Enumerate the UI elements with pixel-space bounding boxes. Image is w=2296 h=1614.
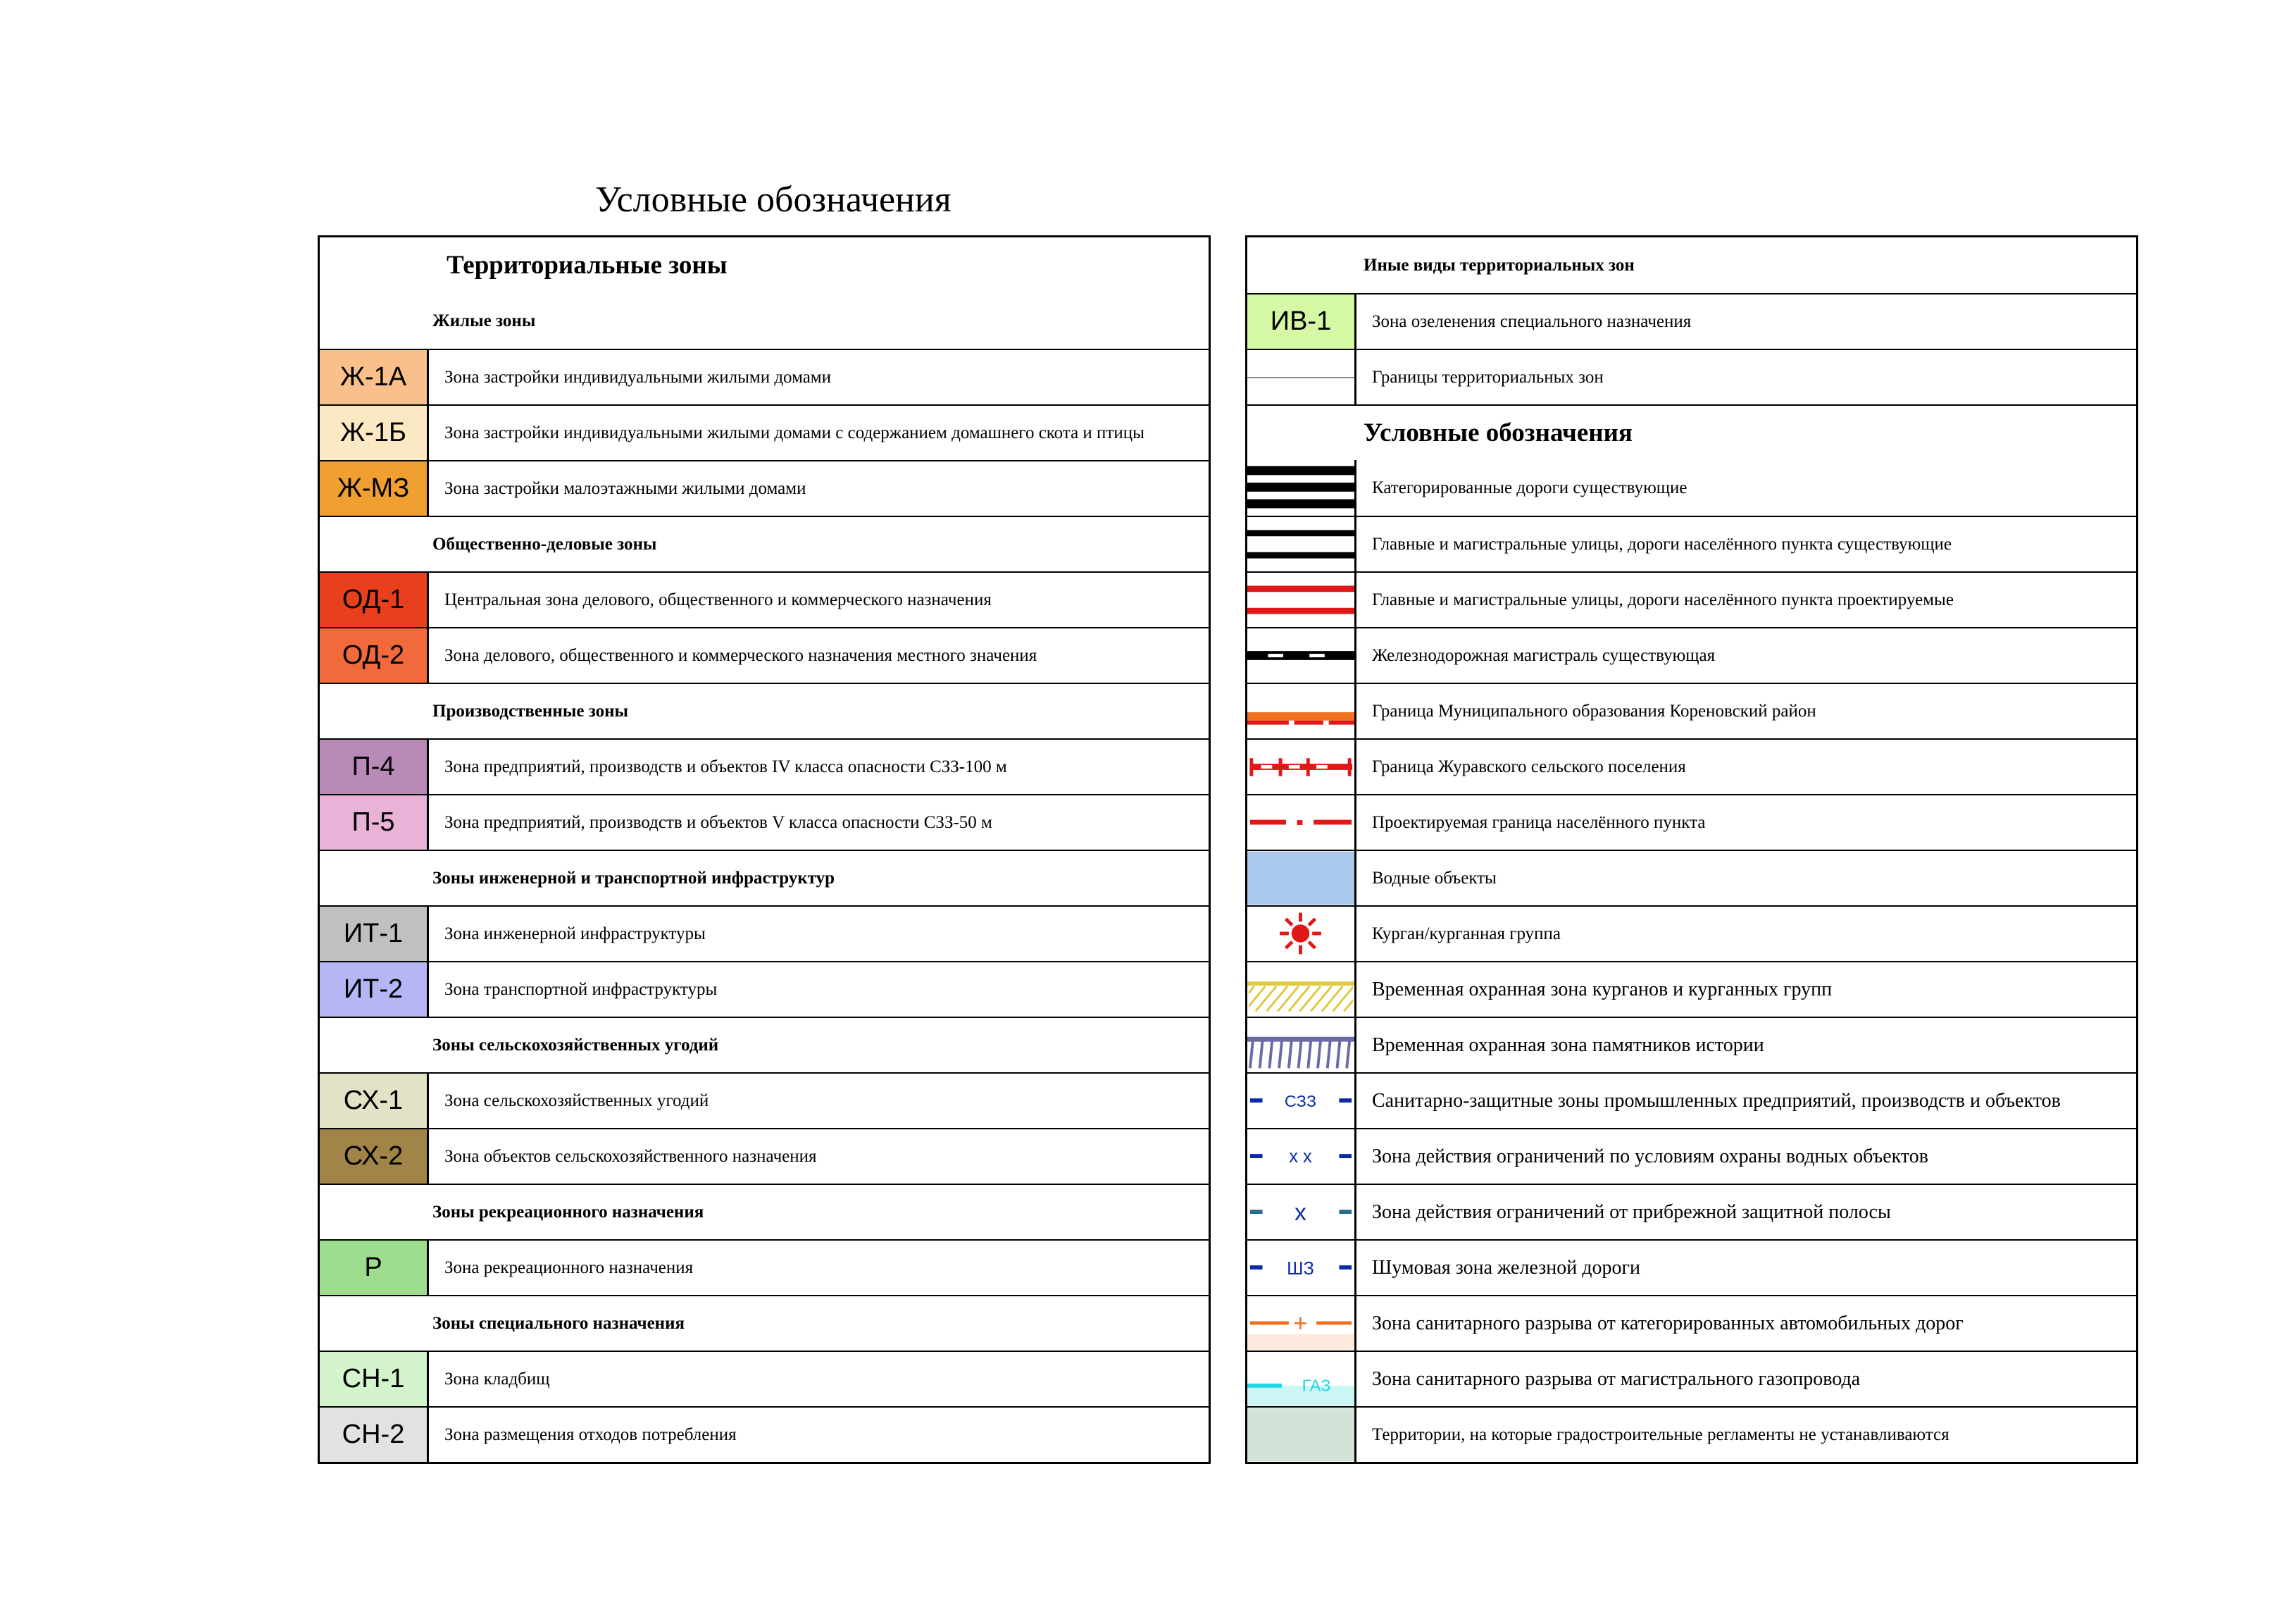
zone-swatch (320, 573, 429, 627)
zone-code: ИТ-2 (343, 974, 404, 1004)
kurgan-protection-icon (1247, 962, 1356, 1017)
szz-icon (1247, 1074, 1356, 1128)
zone-code: Р (364, 1253, 382, 1282)
zone-group-header: Производственные зоны (432, 701, 629, 721)
szz-label: СЗЗ (1284, 1091, 1317, 1110)
zone-group-header: Жилые зоны (432, 311, 536, 330)
symbols-header-row (1247, 404, 2136, 460)
table-header-row (320, 237, 1209, 293)
water-icon (1247, 851, 1356, 905)
railway-icon (1247, 628, 1356, 683)
settlement-boundary-icon (1247, 740, 1356, 794)
zone-row (320, 1072, 1209, 1128)
zone-row (320, 571, 1209, 627)
zone-swatch (320, 907, 429, 961)
symbol-description: Зона санитарного разрыва от магистрального газопровода (1372, 1367, 1861, 1390)
symbol-description: Курган/курганная группа (1372, 924, 1561, 943)
zone-code: Ж-1А (339, 362, 407, 392)
zone-row (320, 1239, 1209, 1295)
svg-text:х х: х х (1289, 1146, 1312, 1167)
zone-description: Зона делового, общественного и коммерческого назначения местного значения (444, 645, 1037, 665)
zone-group-row (320, 516, 1209, 571)
zone-code: ОД-1 (342, 585, 405, 614)
zone-code: П-4 (351, 752, 395, 781)
municipal-boundary-icon (1247, 684, 1356, 738)
zone-swatch (320, 1241, 429, 1295)
zone-swatch (320, 1074, 429, 1128)
territorial-zones-table (318, 235, 1211, 1464)
gas-sanitary-icon (1247, 1352, 1356, 1406)
symbol-row (1247, 627, 2136, 683)
symbol-row (1247, 571, 2136, 627)
zone-description: Зона предприятий, производств и объектов V класса опасности СЗЗ-50 м (444, 812, 992, 832)
zone-group-header: Зоны специального назначения (432, 1313, 685, 1333)
zone-swatch (320, 461, 429, 516)
symbol-description: Временная охранная зона курганов и курганных групп (1372, 978, 1833, 1000)
zone-swatch (320, 628, 429, 683)
svg-text:ГАЗ: ГАЗ (1302, 1376, 1331, 1395)
boundary-line-icon (1247, 350, 1356, 404)
zone-group-row (320, 683, 1209, 738)
symbol-row (1247, 1128, 2136, 1184)
zone-code: ОД-2 (342, 640, 405, 670)
road-sanitary-icon (1247, 1296, 1356, 1351)
table-header-row (1247, 237, 2136, 293)
zone-row-iv1 (1247, 293, 2136, 349)
zone-code: ИТ-1 (343, 919, 404, 948)
noise-zone-icon (1247, 1241, 1356, 1295)
boundary-row (1247, 349, 2136, 404)
symbol-description: Категорированные дороги существующие (1372, 478, 1687, 497)
zone-group-row (320, 1295, 1209, 1351)
symbol-row (1247, 1295, 2136, 1351)
projected-boundary-icon (1247, 795, 1356, 850)
zone-group-header: Зоны сельскохозяйственных угодий (432, 1035, 719, 1055)
svg-text:+: + (1293, 1309, 1308, 1337)
monument-protection-icon (1247, 1018, 1356, 1072)
zone-code: ИВ-1 (1270, 306, 1332, 336)
symbol-description: Железнодорожная магистраль существующая (1372, 645, 1716, 665)
zone-row (320, 1406, 1209, 1462)
symbols-header: Условные обозначения (1364, 418, 1633, 447)
symbol-row (1247, 1017, 2136, 1072)
zone-group-row (320, 1017, 1209, 1072)
zone-row (320, 627, 1209, 683)
zone-code: СН-2 (342, 1420, 405, 1449)
symbol-row (1247, 1351, 2136, 1406)
zone-row (320, 1128, 1209, 1184)
zone-row (320, 738, 1209, 794)
symbol-row (1247, 1184, 2136, 1239)
zone-swatch (320, 740, 429, 794)
svg-text:ШЗ: ШЗ (1287, 1258, 1314, 1279)
zone-swatch (320, 962, 429, 1017)
symbol-description: Проектируемая граница населённого пункта (1372, 812, 1706, 832)
zone-description: Зона транспортной инфраструктуры (444, 979, 718, 999)
symbol-row (1247, 683, 2136, 738)
symbol-row (1247, 1239, 2136, 1295)
zone-swatch (320, 1352, 429, 1406)
coastal-strip-icon (1247, 1185, 1356, 1239)
zone-description: Зона рекреационного назначения (444, 1258, 694, 1277)
zone-group-row (320, 850, 1209, 905)
zone-code: Ж-МЗ (337, 473, 410, 503)
road-categorized-icon (1247, 460, 1356, 516)
zone-swatch (320, 350, 429, 404)
zone-code: Ж-1Б (340, 418, 406, 447)
zone-group-header: Общественно-деловые зоны (432, 534, 657, 554)
zone-row (320, 1351, 1209, 1406)
zone-group-header: Зоны инженерной и транспортной инфраструктур (432, 868, 835, 888)
zone-description: Зона застройки индивидуальными жилыми домами с содержанием домашнего скота и птицы (444, 423, 1144, 442)
main-streets-existing-icon (1247, 517, 1356, 571)
symbol-row (1247, 1072, 2136, 1128)
symbol-description: Главные и магистральные улицы, дороги населённого пункта существующие (1372, 534, 1952, 554)
symbol-description: Зона действия ограничений по условиям охраны водных объектов (1372, 1145, 1928, 1167)
zone-swatch (320, 795, 429, 850)
no-regulations-icon (1247, 1408, 1356, 1462)
zone-description: Зона размещения отходов потребления (444, 1424, 737, 1444)
zone-description: Зона сельскохозяйственных угодий (444, 1091, 709, 1110)
zone-row (320, 961, 1209, 1017)
zone-description: Зона застройки малоэтажными жилыми домами (444, 478, 806, 498)
zone-swatch (320, 406, 429, 460)
symbol-row (1247, 738, 2136, 794)
zone-row (320, 404, 1209, 460)
zone-description: Зона инженерной инфраструктуры (444, 924, 706, 943)
symbol-description: Водные объекты (1372, 868, 1497, 888)
symbol-description: Зона действия ограничений от прибрежной защитной полосы (1372, 1200, 1891, 1223)
symbol-row (1247, 794, 2136, 850)
zone-group-row (320, 1184, 1209, 1239)
symbol-row (1247, 516, 2136, 571)
zone-code: СН-1 (342, 1364, 405, 1393)
other-zones-table (1245, 235, 2138, 1464)
zone-group-row (320, 293, 1209, 349)
boundary-description: Границы территориальных зон (1372, 367, 1604, 387)
zone-row (320, 349, 1209, 404)
zone-description: Зона предприятий, производств и объектов IV класса опасности СЗЗ-100 м (444, 757, 1007, 776)
zone-code: П-5 (351, 807, 395, 837)
zone-description: Зона объектов сельскохозяйственного назначения (444, 1146, 817, 1166)
zone-code: СХ-1 (343, 1086, 404, 1115)
other-zones-header: Иные виды территориальных зон (1364, 255, 1635, 275)
symbol-description: Граница Муниципального образования Кореновский район (1372, 701, 1816, 721)
symbol-description: Главные и магистральные улицы, дороги населённого пункта проектируемые (1372, 590, 1954, 609)
symbol-description: Шумовая зона железной дороги (1372, 1256, 1640, 1279)
water-protection-icon (1247, 1129, 1356, 1184)
main-streets-projected-icon (1247, 573, 1356, 627)
territorial-zones-header: Территориальные зоны (447, 251, 728, 280)
kurgan-icon (1247, 907, 1356, 961)
symbol-row (1247, 905, 2136, 961)
zone-code: СХ-2 (343, 1141, 404, 1171)
symbol-row (1247, 850, 2136, 905)
page-title: Условные обозначения (595, 180, 952, 220)
symbol-description: Граница Журавского сельского поселения (1372, 757, 1686, 776)
svg-text:х: х (1294, 1199, 1306, 1226)
zone-description: Зона застройки индивидуальными жилыми домами (444, 367, 832, 387)
symbol-description: Санитарно-защитные зоны промышленных предприятий, производств и объектов (1372, 1089, 2061, 1112)
symbol-description: Зона санитарного разрыва от категорированных автомобильных дорог (1372, 1312, 1964, 1334)
symbol-row (1247, 460, 2136, 516)
zone-description: Зона озеленения специального назначения (1372, 311, 1692, 331)
zone-row (320, 794, 1209, 850)
symbol-row (1247, 1406, 2136, 1462)
symbol-row (1247, 961, 2136, 1017)
zone-swatch (1247, 294, 1356, 349)
zone-group-header: Зоны рекреационного назначения (432, 1202, 704, 1222)
symbol-description: Территории, на которые градостроительные регламенты не устанавливаются (1372, 1424, 1949, 1444)
symbol-description: Временная охранная зона памятников истории (1372, 1033, 1764, 1056)
zone-description: Центральная зона делового, общественного и коммерческого назначения (444, 590, 992, 609)
zone-description: Зона кладбищ (444, 1369, 550, 1389)
zone-swatch (320, 1129, 429, 1184)
zone-row (320, 460, 1209, 516)
zone-swatch (320, 1408, 429, 1462)
zone-row (320, 905, 1209, 961)
